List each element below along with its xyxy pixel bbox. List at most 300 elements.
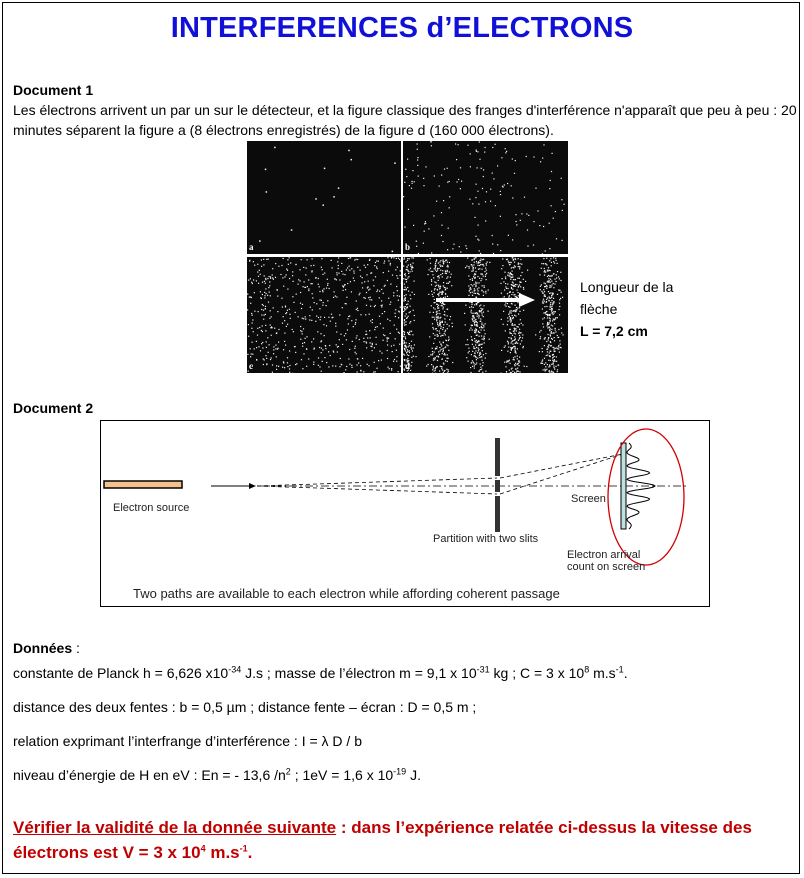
question-unit-exponent: -1 <box>239 843 248 854</box>
electron-dot <box>469 268 470 269</box>
electron-dot <box>252 319 253 320</box>
electron-dot <box>477 239 478 240</box>
electron-dot <box>484 338 485 339</box>
electron-dot <box>512 325 513 326</box>
electron-dot <box>403 306 404 307</box>
electron-dot <box>547 281 548 282</box>
electron-dot <box>379 291 380 292</box>
electron-dot <box>387 344 388 345</box>
electron-dot <box>439 186 440 187</box>
electron-dot <box>399 311 400 312</box>
electron-dot <box>394 359 395 360</box>
electron-dot <box>440 274 441 275</box>
electron-dot <box>501 268 502 269</box>
electron-dot <box>466 248 467 249</box>
electron-dot <box>556 260 557 261</box>
electron-dot <box>265 283 266 284</box>
electron-dot <box>406 347 407 348</box>
electron-dot <box>293 331 294 332</box>
electron-dot <box>400 270 401 271</box>
electron-dot <box>370 306 371 307</box>
electron-dot <box>317 331 318 332</box>
electron-dot <box>404 182 405 183</box>
electron-dot <box>396 258 397 259</box>
electron-dot <box>547 351 548 352</box>
electron-dot <box>479 336 480 337</box>
electron-dot <box>407 287 408 288</box>
electron-dot <box>249 261 250 262</box>
electron-dot <box>405 316 406 317</box>
electron-dot <box>447 266 448 267</box>
electron-dot <box>517 343 518 344</box>
electron-dot <box>373 285 374 286</box>
electron-dot <box>514 265 515 266</box>
electron-dot <box>485 292 486 293</box>
electron-dot <box>561 199 562 200</box>
electron-dot <box>322 274 323 275</box>
electron-dot <box>287 362 288 363</box>
electron-dot <box>418 253 419 254</box>
electron-dot <box>519 335 520 336</box>
electron-dot <box>448 283 449 284</box>
electron-dot <box>323 302 324 303</box>
electron-dot <box>427 274 428 275</box>
electron-dot <box>251 328 252 329</box>
electron-dot <box>483 305 484 306</box>
electron-dot <box>409 331 410 332</box>
electron-dot <box>510 273 511 274</box>
electron-dot <box>483 325 484 326</box>
electron-dot <box>544 369 545 370</box>
electron-dot <box>396 286 397 287</box>
electron-dot <box>341 364 342 365</box>
electron-dot <box>562 297 563 298</box>
electron-dot <box>466 266 467 267</box>
electron-dot <box>560 298 561 299</box>
electron-dot <box>544 286 545 287</box>
electron-dot <box>521 213 522 214</box>
electron-dot <box>544 317 545 318</box>
electron-dot <box>445 273 446 274</box>
electron-dot <box>470 279 471 280</box>
electron-dot <box>443 285 444 286</box>
electron-dot <box>437 336 438 337</box>
electron-dot <box>469 199 470 200</box>
electron-dot <box>266 347 267 348</box>
electron-dot <box>436 260 437 261</box>
electron-dot <box>384 335 385 336</box>
electron-dot <box>519 371 520 372</box>
electron-dot <box>333 297 334 298</box>
electron-dot <box>283 316 284 317</box>
electron-dot <box>470 289 471 290</box>
electron-dot <box>260 297 261 298</box>
electron-dot <box>263 259 264 260</box>
electron-dot <box>468 275 469 276</box>
electron-dot <box>449 196 450 197</box>
electron-dot <box>259 327 260 328</box>
electron-dot <box>551 311 552 312</box>
partition-middle <box>495 480 500 492</box>
electron-dot <box>384 263 385 264</box>
electron-dot <box>432 317 433 318</box>
electron-dot <box>287 289 288 290</box>
electron-dot <box>467 339 468 340</box>
electron-dot <box>434 357 435 358</box>
electron-dot <box>516 307 517 308</box>
electron-dot <box>445 346 446 347</box>
electron-dot <box>475 364 476 365</box>
electron-dot <box>440 336 441 337</box>
electron-dot <box>314 302 315 303</box>
electron-dot <box>442 329 443 330</box>
electron-dot <box>554 263 555 264</box>
electron-dot <box>438 268 439 269</box>
path-slit2-screen <box>500 454 623 494</box>
electron-dot <box>553 347 554 348</box>
electron-dot <box>431 252 432 253</box>
electron-dot <box>334 291 335 292</box>
electron-dot <box>434 268 435 269</box>
electron-dot <box>281 265 282 266</box>
electron-dot <box>511 262 512 263</box>
electron-dot <box>404 284 405 285</box>
electron-dot <box>471 304 472 305</box>
electron-dot <box>276 356 277 357</box>
electron-dot <box>407 159 408 160</box>
electron-dot <box>381 289 382 290</box>
electron-dot <box>268 302 269 303</box>
electron-dot <box>265 355 266 356</box>
electron-dot <box>403 196 404 197</box>
electron-dot <box>446 369 447 370</box>
electron-dot <box>349 315 350 316</box>
electron-dot <box>321 348 322 349</box>
electron-dot <box>474 317 475 318</box>
electron-dot <box>509 264 510 265</box>
electron-dot <box>552 312 553 313</box>
electron-dot <box>446 260 447 261</box>
electron-dot <box>507 351 508 352</box>
electron-dot <box>469 290 470 291</box>
electron-dot <box>261 330 262 331</box>
electron-dot <box>306 336 307 337</box>
electron-dot <box>287 310 288 311</box>
electron-dot <box>452 248 453 249</box>
electron-dot <box>507 324 508 325</box>
electron-dot <box>256 359 257 360</box>
electron-dot <box>489 339 490 340</box>
electron-dot <box>484 342 485 343</box>
electron-dot <box>270 276 271 277</box>
electron-dot <box>414 281 415 282</box>
electron-dot <box>286 274 287 275</box>
electron-dot <box>480 318 481 319</box>
electron-dot <box>547 327 548 328</box>
electron-dot <box>542 301 543 302</box>
electron-dot <box>259 240 261 242</box>
electron-dot <box>553 298 554 299</box>
electron-dot <box>518 363 519 364</box>
electron-dot <box>554 284 555 285</box>
electron-dot <box>465 267 466 268</box>
electron-dot <box>543 289 544 290</box>
electron-dot <box>434 292 435 293</box>
electron-dot <box>551 331 552 332</box>
electron-dot <box>509 312 510 313</box>
electron-dot <box>410 264 411 265</box>
electron-dot <box>411 188 412 189</box>
electron-dot <box>405 169 406 170</box>
electron-dot <box>448 340 449 341</box>
electron-dot <box>472 313 473 314</box>
electron-dot <box>438 305 439 306</box>
electron-dot <box>309 315 310 316</box>
figure-panel-c <box>247 257 401 373</box>
electron-dot <box>438 285 439 286</box>
electron-dot <box>256 347 257 348</box>
electron-dot <box>468 348 469 349</box>
electron-dot <box>543 144 544 145</box>
electron-dot <box>404 295 405 296</box>
electron-dot <box>409 352 410 353</box>
electron-dot <box>547 324 548 325</box>
electron-dot <box>301 259 302 260</box>
electron-dot <box>516 221 517 222</box>
electron-dot <box>467 344 468 345</box>
electron-dot <box>441 305 442 306</box>
electron-dot <box>270 278 271 279</box>
electron-dot <box>476 324 477 325</box>
electron-dot <box>316 316 317 317</box>
electron-dot <box>481 356 482 357</box>
electron-dot <box>304 281 305 282</box>
electron-dot <box>507 284 508 285</box>
electron-dot <box>369 330 370 331</box>
line4-end: J. <box>406 767 421 783</box>
electron-dot <box>558 348 559 349</box>
electron-dot <box>478 261 479 262</box>
electron-dot <box>406 313 407 314</box>
electron-dot <box>405 309 406 310</box>
electron-dot <box>559 303 560 304</box>
electron-dot <box>254 265 255 266</box>
electron-dot <box>540 363 541 364</box>
electron-dot <box>473 270 474 271</box>
electron-dot <box>437 289 438 290</box>
electron-dot <box>305 316 306 317</box>
electron-dot <box>398 317 399 318</box>
electron-dot <box>560 280 561 281</box>
electron-dot <box>558 345 559 346</box>
electron-dot <box>445 270 446 271</box>
electron-dot <box>508 347 509 348</box>
electron-dot <box>472 325 473 326</box>
electron-dot <box>545 271 546 272</box>
electron-dot <box>474 322 475 323</box>
electron-dot <box>543 263 544 264</box>
electron-dot <box>517 326 518 327</box>
electron-dot <box>546 258 547 259</box>
electron-dot <box>307 259 308 260</box>
electron-dot <box>474 304 475 305</box>
electron-dot <box>324 273 325 274</box>
electron-dot <box>404 308 405 309</box>
electron-dot <box>251 353 252 354</box>
electron-dot <box>280 274 281 275</box>
electron-dot <box>472 259 473 260</box>
electron-dot <box>365 314 366 315</box>
electron-dot <box>295 352 296 353</box>
electron-dot <box>436 271 437 272</box>
electron-dot <box>445 360 446 361</box>
electron-dot <box>365 267 366 268</box>
electron-dot <box>311 265 312 266</box>
electron-dot <box>444 318 445 319</box>
electron-dot <box>519 284 520 285</box>
electron-dot <box>342 285 343 286</box>
electron-dot <box>442 293 443 294</box>
electron-dot <box>332 365 333 366</box>
electron-dot <box>470 311 471 312</box>
electron-dot <box>559 314 560 315</box>
electron-dot <box>308 279 309 280</box>
electron-dot <box>510 321 511 322</box>
electron-dot <box>438 307 439 308</box>
electron-dot <box>284 333 285 334</box>
electron-dot <box>433 367 434 368</box>
electron-dot <box>444 331 445 332</box>
electron-dot <box>407 267 408 268</box>
electron-dot <box>551 300 552 301</box>
electron-dot <box>405 275 406 276</box>
electron-dot <box>267 295 268 296</box>
electron-dot <box>249 297 250 298</box>
electron-dot <box>397 295 398 296</box>
arrival-label-line2: count on screen <box>567 561 646 573</box>
electron-dot <box>414 315 415 316</box>
electron-dot <box>564 204 565 205</box>
electron-dot <box>303 318 304 319</box>
electron-dot <box>321 340 322 341</box>
electron-dot <box>424 231 425 232</box>
electron-dot <box>509 311 510 312</box>
electron-dot <box>434 288 435 289</box>
electron-dot <box>465 324 466 325</box>
electron-dot <box>450 316 451 317</box>
electron-dot <box>476 362 477 363</box>
electron-dot <box>435 266 436 267</box>
electron-dot <box>551 276 552 277</box>
electron-dot <box>347 283 348 284</box>
electron-dot <box>320 333 321 334</box>
electron-dot <box>479 278 480 279</box>
electron-dot <box>361 282 362 283</box>
electron-dot <box>478 293 479 294</box>
electron-dot <box>497 165 498 166</box>
electron-dot <box>553 273 554 274</box>
electron-dot <box>393 295 394 296</box>
electron-dot <box>518 258 519 259</box>
electron-dot <box>435 265 436 266</box>
electron-dot <box>502 186 503 187</box>
electron-dot <box>439 277 440 278</box>
electron-dot <box>484 287 485 288</box>
electron-dot <box>248 324 249 325</box>
electron-dot <box>544 295 545 296</box>
electron-dot <box>338 268 339 269</box>
electron-dot <box>549 315 550 316</box>
electron-dot <box>550 342 551 343</box>
electron-dot <box>351 291 352 292</box>
electron-dot <box>519 357 520 358</box>
electron-dot <box>252 354 253 355</box>
electron-dot <box>339 279 340 280</box>
electron-dot <box>475 344 476 345</box>
electron-dot <box>512 271 513 272</box>
electron-dot <box>515 214 516 215</box>
electron-dot <box>387 350 388 351</box>
electron-dot <box>479 370 480 371</box>
electron-dot <box>504 272 505 273</box>
electron-dot <box>520 332 521 333</box>
electron-dot <box>477 326 478 327</box>
ev-exponent: -19 <box>393 766 407 777</box>
electron-dot <box>382 305 383 306</box>
electron-dot <box>475 350 476 351</box>
electron-dot <box>478 269 479 270</box>
electron-dot <box>511 185 512 186</box>
electron-dot <box>475 320 476 321</box>
electron-dot <box>387 341 388 342</box>
electron-dot <box>461 181 462 182</box>
electron-dot <box>523 287 524 288</box>
electron-dot <box>257 335 258 336</box>
electron-dot <box>482 327 483 328</box>
electron-dot <box>404 310 405 311</box>
electron-dot <box>405 279 406 280</box>
electron-dot <box>335 366 336 367</box>
electron-dot <box>432 351 433 352</box>
electron-dot <box>513 359 514 360</box>
electron-dot <box>475 331 476 332</box>
electron-dot <box>477 265 478 266</box>
electron-dot <box>441 235 442 236</box>
electron-dot <box>435 367 436 368</box>
electron-dot <box>366 305 367 306</box>
electron-dot <box>547 364 548 365</box>
electron-dot <box>526 156 527 157</box>
electron-dot <box>387 280 388 281</box>
electron-dot <box>512 158 513 159</box>
electron-dot <box>337 351 338 352</box>
beam-arrowhead <box>249 483 256 489</box>
electron-dot <box>283 258 284 259</box>
electron-dot <box>346 269 347 270</box>
electron-dot <box>284 276 285 277</box>
electron-dot <box>306 268 307 269</box>
electron-dot <box>550 285 551 286</box>
light-speed-text: kg ; C = 3 x 10 <box>489 665 585 681</box>
electron-dot <box>544 270 545 271</box>
electron-dot <box>247 354 248 355</box>
electron-dot <box>478 262 479 263</box>
electron-dot <box>453 244 454 245</box>
electron-dot <box>335 296 336 297</box>
electron-dot <box>265 279 266 280</box>
electron-dot <box>549 352 550 353</box>
electron-dot <box>431 305 432 306</box>
